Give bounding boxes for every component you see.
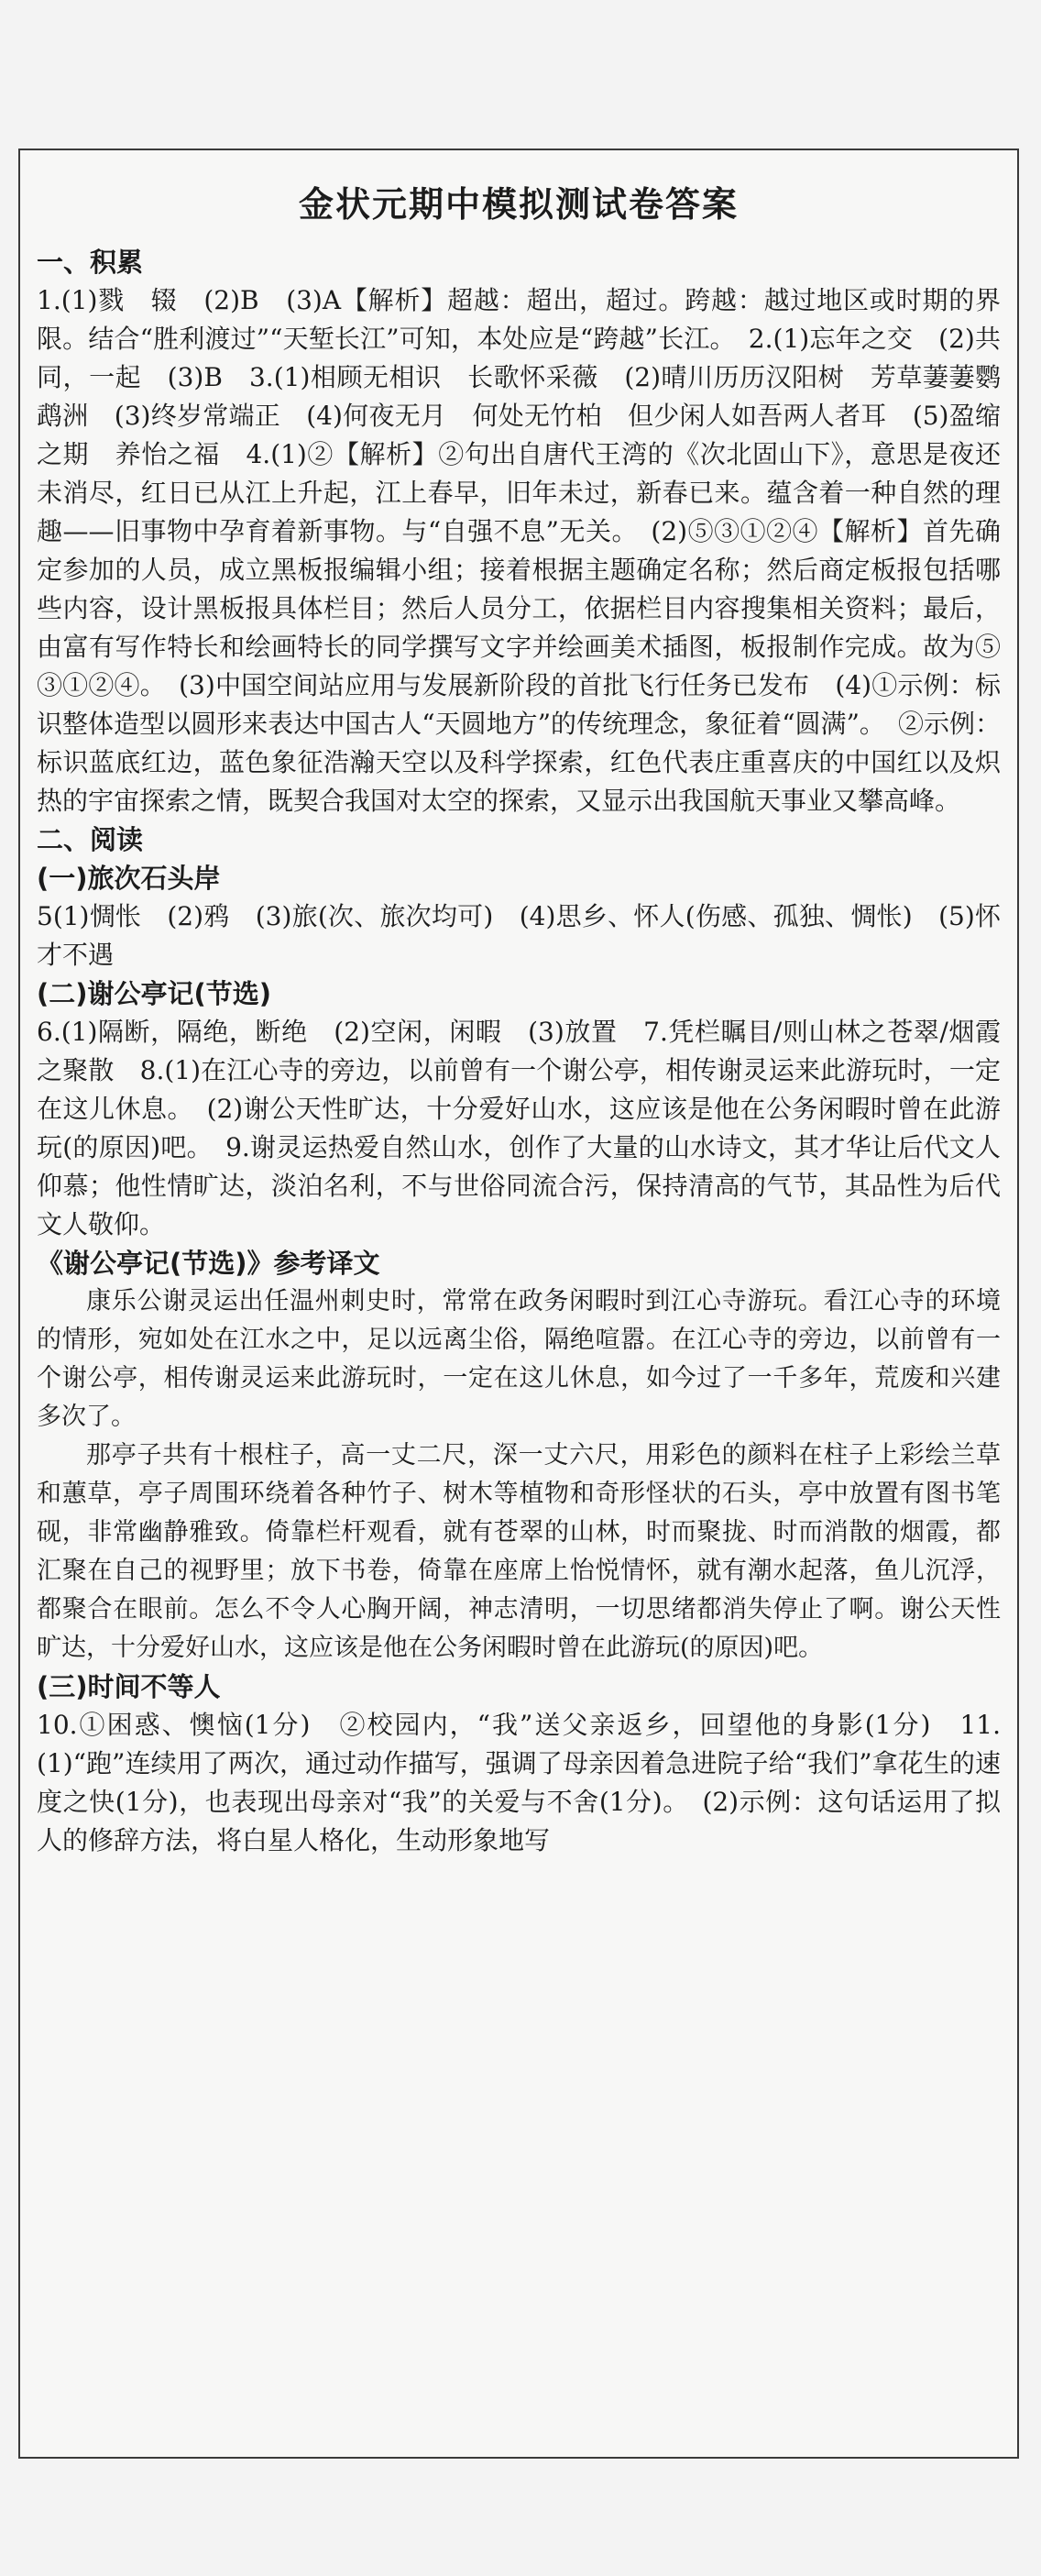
subsection-3-text: 10.①困惑、懊恼(1分) ②校园内，“我”送父亲返乡，回望他的身影(1分) 11.(1)“跑”连续用了两次，通过动作描写，强调了母亲因着急进院子给“我们”拿花生的速度之快(1分)，也表现出母亲对“我”的关爱与不舍(1分)。 (2)示例：这句话运用了拟人的修辞方法，将白星人格化，生动形象地写 — [37, 1710, 1001, 1855]
subsection-2-text: 6.(1)隔断，隔绝，断绝 (2)空闲，闲暇 (3)放置 7.凭栏瞩目/则山林之苍翠/烟霞之聚散 8.(1)在江心寺的旁边，以前曾有一个谢公亭，相传谢灵运来此游玩时，一定在这儿休息。 (2)谢公天性旷达，十分爱好山水，这应该是他在公务闲暇时曾在此游玩(的原因)吧。 9.谢灵运热爱自然山水，创作了大量的山水诗文，其才华让后代文人仰慕；他性情旷达，淡泊名利，不与世俗同流合污，保持清高的气节，其品性为后代文人敬仰。 — [37, 1017, 1001, 1239]
translation-heading: 《谢公亭记(节选)》参考译文 — [37, 1248, 380, 1279]
translation-paragraph-2: 那亭子共有十根柱子，高一丈二尺，深一丈六尺，用彩色的颜料在柱子上彩绘兰草和蕙草，亭子周围环绕着各种竹子、树木等植物和奇形怪状的石头，亭中放置有图书笔砚，非常幽静雅致。倚靠栏杆观看，就有苍翠的山林，时而聚拢、时而消散的烟霞，都汇聚在自己的视野里；放下书卷，倚靠在座席上怡悦情怀，就有潮水起落，鱼儿沉浮，都聚合在眼前。怎么不令人心胸开阔，神志清明，一切思绪都消失停止了啊。谢公天性旷达，十分爱好山水，这应该是他在公务闲暇时曾在此游玩(的原因)吧。 — [37, 1441, 1001, 1662]
subsection-heading-3: (三)时间不等人 — [37, 1671, 221, 1702]
translation-paragraph-1: 康乐公谢灵运出任温州刺史时，常常在政务闲暇时到江心寺游玩。看江心寺的环境的情形，宛如处在江水之中，足以远离尘俗，隔绝喧嚣。在江心寺的旁边，以前曾有一个谢公亭，相传谢灵运来此游玩时，一定在这儿休息，如今过了一千多年，荒废和兴建多次了。 — [37, 1287, 1001, 1431]
page-title: 金状元期中模拟测试卷答案 — [298, 184, 739, 225]
section-heading-accumulation: 一、积累 — [37, 247, 144, 278]
subsection-heading-1: (一)旅次石头岸 — [37, 863, 221, 894]
answer-sheet — [18, 149, 1019, 2459]
subsection-1-text: 5(1)惆怅 (2)鸦 (3)旅(次、旅次均可) (4)思乡、怀人(伤感、孤独、惆怅) (5)怀才不遇 — [37, 901, 1001, 970]
section-heading-reading: 二、阅读 — [37, 824, 144, 855]
section-accumulation-text: 1.(1)戮 辍 (2)B (3)A【解析】超越：超出，超过。跨越：越过地区或时期的界限。结合“胜利渡过”“天堑长江”可知，本处应是“跨越”长江。 2.(1)忘年之交 (2)共同，一起 (3)B 3.(1)相顾无相识 长歌怀采薇 (2)晴川历历汉阳树 芳草萋萋鹦鹉洲 (3)终岁常端正 (4)何夜无月 何处无竹柏 但少闲人如吾两人者耳 (5)盈缩之期 养怡之福 4.(1)②【解析】②句出自唐代王湾的《次北固山下》，意思是夜还未消尽，红日已从江上升起，江上春早，旧年未过，新春已来。蕴含着一种自然的理趣——旧事物中孕育着新事物。与“自强不息”无关。 (2)⑤③①②④【解析】首先确定参加的人员，成立黑板报编辑小组；接着根据主题确定名称；然后商定板报包括哪些内容，设计黑板报具体栏目；然后人员分工，依据栏目内容搜集相关资料；最后，由富有写作特长和绘画特长的同学撰写文字并绘画美术插图，板报制作完成。故为⑤③①②④。 (3)中国空间站应用与发展新阶段的首批飞行任务已发布 (4)①示例：标识整体造型以圆形来表达中国古人“天圆地方”的传统理念，象征着“圆满”。 ②示例：标识蓝底红边，蓝色象征浩瀚天空以及科学探索，红色代表庄重喜庆的中国红以及炽热的宇宙探索之情，既契合我国对太空的探索，又显示出我国航天事业又攀高峰。 — [37, 285, 1001, 816]
subsection-heading-2: (二)谢公亭记(节选) — [37, 978, 272, 1009]
